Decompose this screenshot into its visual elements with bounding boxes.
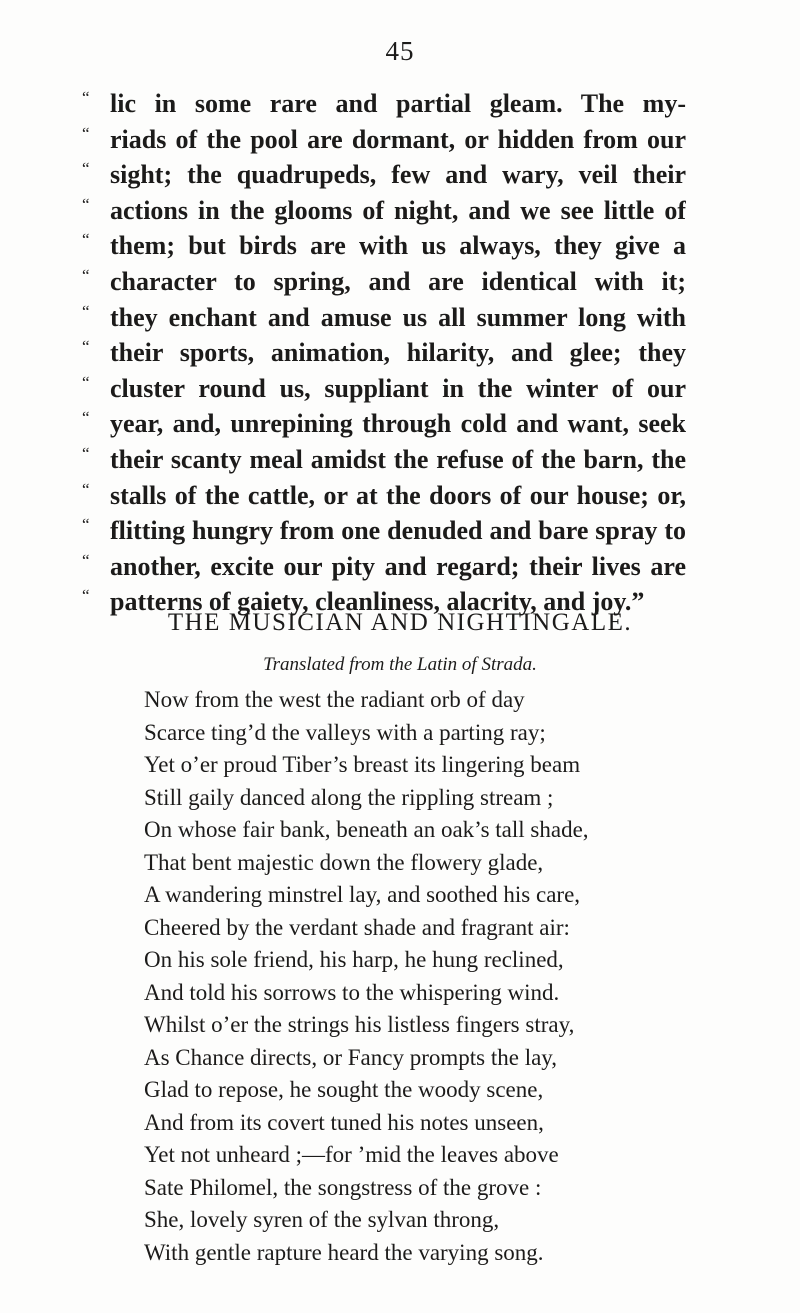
poem-line: That bent majestic down the flowery glade, [144,849,544,875]
page-number: 45 [385,36,415,66]
prose-line [82,122,686,158]
prose-line [82,193,686,229]
quote-mark: “ [82,123,90,143]
poem-title: THE MUSICIAN AND NIGHTINGALE. [167,609,633,636]
poem-body [144,684,704,1269]
prose-line-text: they enchant and amuse us all summer long with [110,302,686,332]
poem-line: She, lovely syren of the sylvan throng, [144,1207,500,1232]
prose-line-text: their scanty meal amidst the refuse of the barn, the [110,444,686,474]
prose-line [82,549,686,585]
prose-line-text: their sports, animation, hilarity, and glee; they [110,338,686,368]
poem-line: Scarce ting’d the valleys with a parting ray; [144,719,546,745]
prose-line [82,228,686,264]
quote-mark: “ [82,443,90,463]
prose-line-text: actions in the glooms of night, and we see little of [110,195,686,225]
prose-line [82,335,686,371]
poem-line: Yet o’er proud Tiber’s breast its lingering beam [144,752,581,777]
prose-line-text: riads of the pool are dormant, or hidden from our [110,124,686,154]
prose-line [82,264,686,300]
quote-mark: “ [82,194,90,214]
quote-mark: “ [82,479,90,499]
prose-line-text: year, and, unrepining through cold and want, seek [110,409,686,439]
poem-line: Cheered by the verdant shade and fragrant air: [144,914,570,940]
poem-line: On his sole friend, his harp, he hung reclined, [144,947,564,972]
prose-line-text: another, excite our pity and regard; their lives are [110,551,686,581]
prose-line-text: character to spring, and are identical with it; [110,266,686,296]
quote-mark: “ [82,88,90,107]
quote-mark: “ [82,159,90,179]
quote-mark: “ [82,408,90,428]
quote-mark: “ [82,550,90,570]
quote-mark: “ [82,230,90,250]
poem-line: Yet not unheard ;—for ’mid the leaves above [144,1142,559,1167]
poem-line: A wandering minstrel lay, and soothed his care, [144,882,581,907]
prose-line [82,300,686,336]
prose-line-text: cluster round us, suppliant in the winter of our [110,373,686,403]
poem-line: And from its covert tuned his notes unseen, [144,1109,544,1135]
poem-line: On whose fair bank, beneath an oak’s tall shade, [144,817,589,842]
poem-line: Now from the west the radiant orb of day [144,687,525,712]
prose-line [82,513,686,549]
prose-line-text: lic in some rare and partial gleam. The my- [110,89,686,118]
quote-mark: “ [82,372,90,392]
prose-line [82,371,686,407]
poem-line: With gentle rapture heard the varying song. [144,1239,544,1265]
prose-line-text: them; but birds are with us always, they give a [110,231,686,261]
prose-line-text: patterns of gaiety, cleanliness, alacrity, and joy.” [110,587,645,617]
quote-mark: “ [82,301,90,321]
prose-line-text: stalls of the cattle, or at the doors of our house; or, [110,480,686,510]
prose-line [82,86,686,122]
poem-line: As Chance directs, or Fancy prompts the lay, [144,1044,558,1070]
prose-line-text: sight; the quadrupeds, few and wary, veil their [110,160,686,190]
poem-line: Glad to repose, he sought the woody scene, [144,1077,544,1102]
prose-line [82,157,686,193]
poem-line: And told his sorrows to the whispering wind. [144,979,560,1005]
poem-subtitle [0,654,800,676]
quote-mark: “ [82,265,90,285]
prose-line [82,442,686,478]
quote-mark: “ [82,337,90,357]
poem-line: Still gaily danced along the rippling stream ; [144,784,554,810]
prose-line-text: flitting hungry from one denuded and bare spray to [110,516,686,546]
prose-line [82,478,686,514]
poem-subtitle-text: Translated from the Latin of Strada. [263,654,537,675]
prose-block [82,86,686,620]
poem-line: Sate Philomel, the songstress of the grove : [144,1174,542,1200]
prose-line [82,406,686,442]
quote-mark: “ [82,515,90,535]
poem-line: Whilst o’er the strings his listless fingers stray, [144,1012,575,1037]
quote-mark: “ [82,586,90,606]
